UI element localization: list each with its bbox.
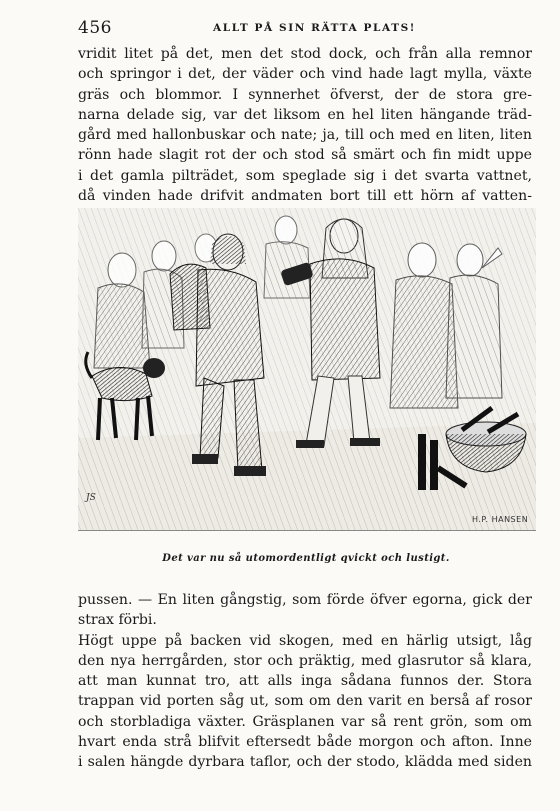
text-line: strax förbi. xyxy=(78,612,157,629)
text-line: att man kunnat tro, att alls inga sådana funnos der. Stora xyxy=(78,673,532,690)
text-line: pussen. — En liten gångstig, som förde öfver egorna, gick der xyxy=(78,592,532,608)
text-line: Högt uppe på backen vid skogen, med en härlig utsigt, låg xyxy=(78,632,532,649)
running-title: ALLT PÅ SIN RÄTTA PLATS! xyxy=(213,22,417,34)
text-line: i salen hängde dyrbara taflor, och der stodo, klädda med siden xyxy=(78,754,532,771)
bottom-paragraph xyxy=(78,590,532,773)
text-line: gräs och blommor. I synnerhet öfverst, der de stora gre- xyxy=(78,86,532,103)
text-line: narna delade sig, var det liksom en hel liten hängande träd- xyxy=(78,106,532,123)
text-line: trappan vid porten såg ut, som om den varit en berså af rosor xyxy=(78,693,532,710)
engraving-illustration xyxy=(78,208,536,531)
illustration-caption: Det var nu så utomordentligt qvickt och lustigt. xyxy=(162,553,450,564)
artist-signature: H.P. HANSEN xyxy=(472,515,529,524)
text-line: och springor i det, der väder och vind hade lagt mylla, växte xyxy=(78,66,532,83)
engraver-monogram: JS xyxy=(86,493,96,503)
text-line: hvart enda strå blifvit eftersedt både morgon och afton. Inne xyxy=(78,734,532,751)
text-line: och storbladiga växter. Gräsplanen var så rent grön, som om xyxy=(78,713,532,730)
text-line: gård med hallonbuskar och nate; ja, till och med en liten, liten xyxy=(78,127,532,144)
text-line: den nya herrgården, stor och präktig, med glasrutor så klara, xyxy=(78,652,532,669)
page-number: 456 xyxy=(78,18,112,38)
page-header xyxy=(78,18,530,40)
text-line: vridit litet på det, men det stod dock, och från alla remnor xyxy=(78,46,532,62)
top-paragraph xyxy=(78,44,532,206)
text-line: i det gamla pilträdet, som speglade sig i det svarta vattnet, xyxy=(78,167,532,184)
text-line: rönn hade slagit rot der och stod så smärt och fin midt uppe xyxy=(78,147,532,164)
text-line: då vinden hade drifvit andmaten bort till ett hörn af vatten- xyxy=(78,188,532,205)
engraving-drawing xyxy=(78,208,536,530)
